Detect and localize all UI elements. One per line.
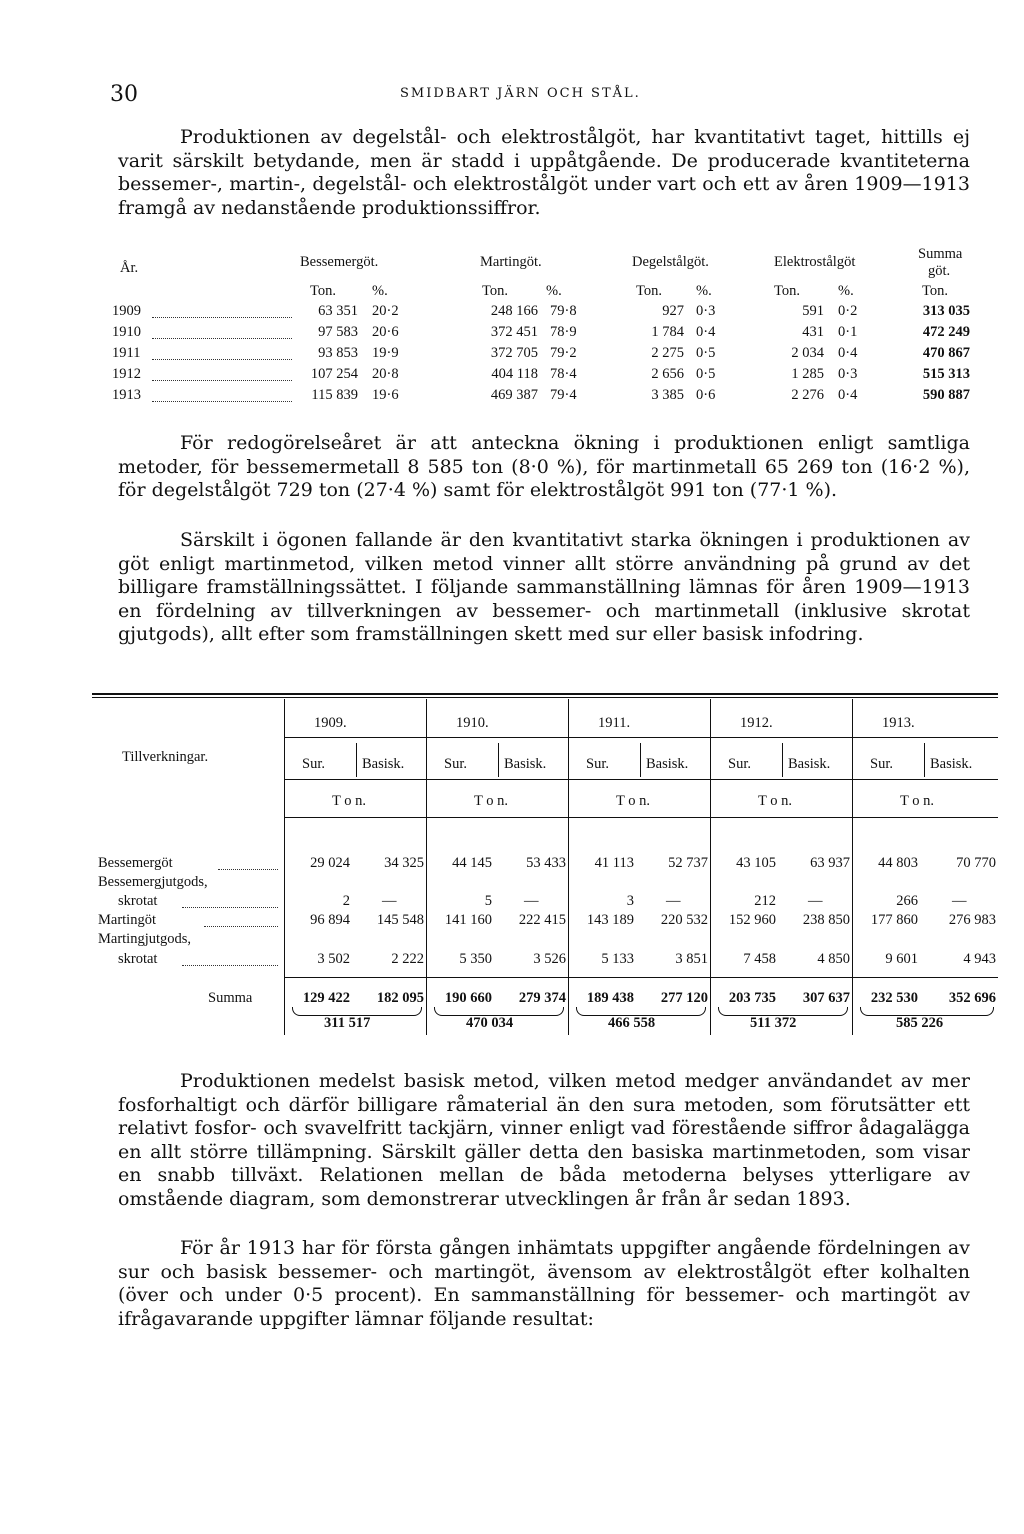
unit-ton: T o n. bbox=[332, 793, 366, 809]
basisk-header: Basisk. bbox=[362, 756, 405, 772]
sur-header: Sur. bbox=[870, 756, 893, 772]
summa-header-line2: göt. bbox=[928, 263, 951, 279]
total-1913: 585 226 bbox=[896, 1015, 944, 1031]
sur-header: Sur. bbox=[444, 756, 467, 772]
sur-header: Sur. bbox=[728, 756, 751, 772]
paragraph-2: För redogörelseåret är att anteckna ökning i produktionen enligt samtliga metoder, för bessemermetall 8 585 ton (8·0 %), för martinmetall 65 269 ton (16·2 %), för degelstålgöt 729 ton (27·4 %) samt för elektrostålgöt 991 ton (77·1 %). bbox=[118, 432, 970, 502]
unit-ton: T o n. bbox=[900, 793, 934, 809]
unit-ton: T o n. bbox=[474, 793, 508, 809]
year-header: År. bbox=[120, 260, 139, 276]
year-header-1912: 1912. bbox=[740, 715, 773, 731]
group-header-bessemer: Bessemergöt. bbox=[300, 254, 379, 270]
unit-ton: Ton. bbox=[482, 283, 508, 299]
total-1909: 311 517 bbox=[324, 1015, 371, 1031]
total-1910: 470 034 bbox=[466, 1015, 514, 1031]
production-table: År. Bessemergöt. Martingöt. Degelstålgöt. Elektrostålgöt Summa göt. Ton. %. Ton. %. Ton. %. Ton. %. Ton. 1909 63 351 20·2 248 166 79·8 927 0·3 591 0·2 313 035 1910 97 583 20·6 372 451 78·9 1 784 0·4 431 0·1 472 249 1911 93 853 19·9 372 705 79·2 2 275 0·5 2 034 0·4 470 867 1912 107 254 20·8 404 118 78·4 2 656 0·5 1 285 0·3 515 313 1913 115 839 19·6 469 387 79·4 3 385 0·6 2 276 0·4 590 887 bbox=[112, 246, 970, 403]
top-rule-thin bbox=[92, 697, 998, 698]
unit-pct: %. bbox=[838, 283, 854, 299]
unit-ton: Ton. bbox=[922, 283, 948, 299]
sur-header: Sur. bbox=[586, 756, 609, 772]
basisk-header: Basisk. bbox=[788, 756, 831, 772]
top-rule bbox=[92, 693, 998, 695]
unit-pct: %. bbox=[372, 283, 388, 299]
unit-ton: Ton. bbox=[774, 283, 800, 299]
year-header-1910: 1910. bbox=[456, 715, 489, 731]
page-header bbox=[110, 82, 970, 112]
unit-ton: Ton. bbox=[636, 283, 662, 299]
paragraph-1: Produktionen av degelstål- och elektrostålgöt, har kvantitativt taget, hittills ej varit särskilt betydande, men är stadd i uppåtgående. De producerade kvantiteterna bessemer-, martin-, degelstål- och elektrostålgöt under vart och ett av åren 1909—1913 framgå av nedanstående produktionssiffror. bbox=[118, 126, 970, 219]
group-header-degel: Degelstålgöt. bbox=[632, 254, 709, 270]
year-header-1913: 1913. bbox=[882, 715, 915, 731]
total-1911: 466 558 bbox=[608, 1015, 656, 1031]
unit-ton: T o n. bbox=[758, 793, 792, 809]
unit-pct: %. bbox=[546, 283, 562, 299]
running-title: SMIDBART JÄRN OCH STÅL. bbox=[400, 86, 641, 101]
sur-header: Sur. bbox=[302, 756, 325, 772]
sur-basisk-table: Tillverkningar. 1909. 1910. 1911. 1912. 1913. Sur. Basisk. Sur. Basisk. Sur. Basisk. Sur. Basisk. Sur. Basisk. T o n. T o n. T o n. T o n. T o n. Bessemergöt 29 024 34 325 44 145 53 433 41 113 52 737 43 105 63 937 44 803 70 770 Bessemergjutgods, skrotat 2 — 5 — 3 — 212 — 266 — Martingöt 96 894 145 548 141 160 222 415 143 189 220 532 152 960 238 850 177 860 276 983 Martingjutgods, skrotat 3 502 2 222 5 350 3 526 5 133 3 851 7 458 4 850 9 601 4 943 Summa 129 422 182 095 190 660 279 374 189 438 277 120 203 735 307 637 232 530 352 696 311 517 470 034 466 558 511 372 585 226 bbox=[92, 693, 998, 1041]
year-header-1911: 1911. bbox=[598, 715, 631, 731]
year-header-1909: 1909. bbox=[314, 715, 347, 731]
paragraph-4: Produktionen medelst basisk metod, vilken metod medger användandet av mer fosforhaltigt och därför billigare råmaterial än den sura metoden, som förutsätter ett relativt fosfor- och svavelfritt tackjärn, vinner enligt vad förestående siffror ådagalägga en allt större tillämpning. Särskilt gäller detta den basiska martinmetoden, som visar en snabb tillväxt. Relationen mellan de båda metoderna belyses ytterligare av omstående diagram, som demonstrerar utvecklingen år från år sedan 1893. bbox=[118, 1070, 970, 1210]
basisk-header: Basisk. bbox=[504, 756, 547, 772]
group-header-elektro: Elektrostålgöt bbox=[774, 254, 856, 270]
unit-pct: %. bbox=[696, 283, 712, 299]
paragraph-3: Särskilt i ögonen fallande är den kvantitativt starka ökningen i produktionen av göt enligt martinmetod, vilken metod vinner allt större användning på grund av det billigare framställningssättet. I följande sammanställning lämnas för åren 1909—1913 en fördelning av tillverkningen av bessemer- och martinmetall (inklusive skrotat gjutgods), allt efter som framställningen skett med sur eller basisk infodring. bbox=[118, 529, 970, 646]
row-header: Tillverkningar. bbox=[122, 749, 209, 765]
summa-header-line1: Summa bbox=[918, 246, 963, 262]
unit-ton: Ton. bbox=[310, 283, 336, 299]
basisk-header: Basisk. bbox=[646, 756, 689, 772]
group-header-martin: Martingöt. bbox=[480, 254, 542, 270]
basisk-header: Basisk. bbox=[930, 756, 973, 772]
total-1912: 511 372 bbox=[750, 1015, 797, 1031]
unit-ton: T o n. bbox=[616, 793, 650, 809]
paragraph-5: För år 1913 har för första gången inhämtats uppgifter angående fördelningen av sur och basisk bessemer- och martingöt, ävensom av elektrostålgöt efter kolhalten (över och under 0·5 procent). En sammanställning för bessemer- och martingöt av ifrågavarande uppgifter lämnar följande resultat: bbox=[118, 1237, 970, 1330]
page-number: 30 bbox=[110, 82, 138, 107]
